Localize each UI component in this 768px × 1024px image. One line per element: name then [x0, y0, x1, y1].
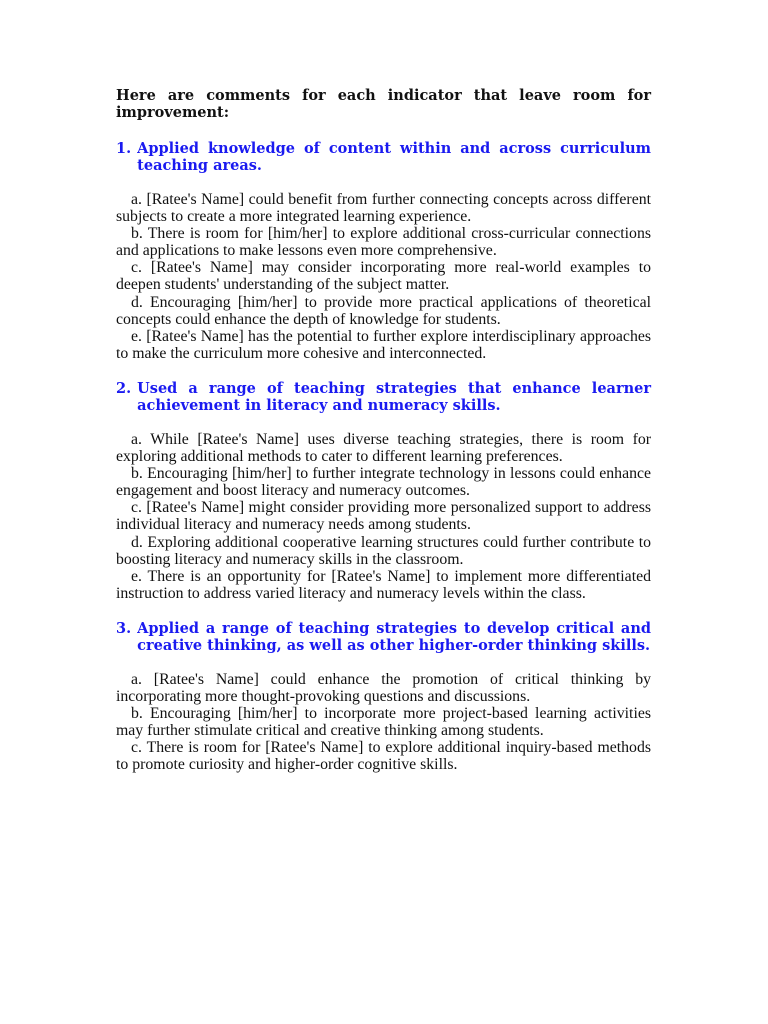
comment-item: c. There is room for [Ratee's Name] to explore additional inquiry-based methods to promote curiosity and higher-order cognitive skills.: [116, 739, 651, 774]
indicator-heading: [116, 620, 651, 654]
comment-item: c. [Ratee's Name] may consider incorporating more real-world examples to deepen students' understanding of the subject matter.: [116, 259, 651, 294]
comment-item: d. Encouraging [him/her] to provide more practical applications of theoretical concepts could enhance the depth of knowledge for students.: [116, 293, 651, 328]
comment-item: e. [Ratee's Name] has the potential to further explore interdisciplinary approaches to make the curriculum more cohesive and interconnected.: [116, 327, 651, 362]
comment-item: a. [Ratee's Name] could enhance the promotion of critical thinking by incorporating more thought-provoking questions and discussions.: [116, 670, 651, 705]
comment-item: c. [Ratee's Name] might consider providing more personalized support to address individual literacy and numeracy needs among students.: [116, 499, 651, 534]
indicator-section-2: [116, 380, 651, 602]
intro-text: Here are comments for each indicator that leave room for improvement:: [116, 87, 651, 121]
comment-item: b. There is room for [him/her] to explore additional cross-curricular connections and applications to make lessons even more comprehensive.: [116, 225, 651, 260]
indicator-heading: [116, 380, 651, 414]
indicator-section-3: [116, 620, 651, 774]
comment-item: e. There is an opportunity for [Ratee's Name] to implement more differentiated instruction to address varied literacy and numeracy levels within the class.: [116, 567, 651, 602]
indicator-number: 1.: [116, 140, 132, 157]
indicator-number: 3.: [116, 619, 132, 637]
indicator-number: 2.: [116, 379, 132, 397]
indicator-title: Applied a range of teaching strategies to develop critical and creative thinking, as well as other higher-order thinking skills.: [137, 619, 651, 654]
indicator-section-1: [116, 140, 651, 362]
comment-item: d. Exploring additional cooperative learning structures could further contribute to boosting literacy and numeracy skills in the classroom.: [116, 533, 651, 568]
comment-item: a. [Ratee's Name] could benefit from further connecting concepts across different subjects to create a more integrated learning experience.: [116, 191, 651, 226]
indicator-heading: [116, 140, 651, 174]
comment-item: b. Encouraging [him/her] to further integrate technology in lessons could enhance engagement and boost literacy and numeracy outcomes.: [116, 465, 651, 500]
comment-item: b. Encouraging [him/her] to incorporate more project-based learning activities may further stimulate critical and creative thinking among students.: [116, 705, 651, 740]
indicator-title: Applied knowledge of content within and across curriculum teaching areas.: [137, 140, 651, 174]
document-page: [116, 87, 651, 791]
comment-item: a. While [Ratee's Name] uses diverse teaching strategies, there is room for exploring additional methods to cater to different learning preferences.: [116, 430, 651, 466]
indicator-title: Used a range of teaching strategies that enhance learner achievement in literacy and numeracy skills.: [137, 379, 651, 414]
